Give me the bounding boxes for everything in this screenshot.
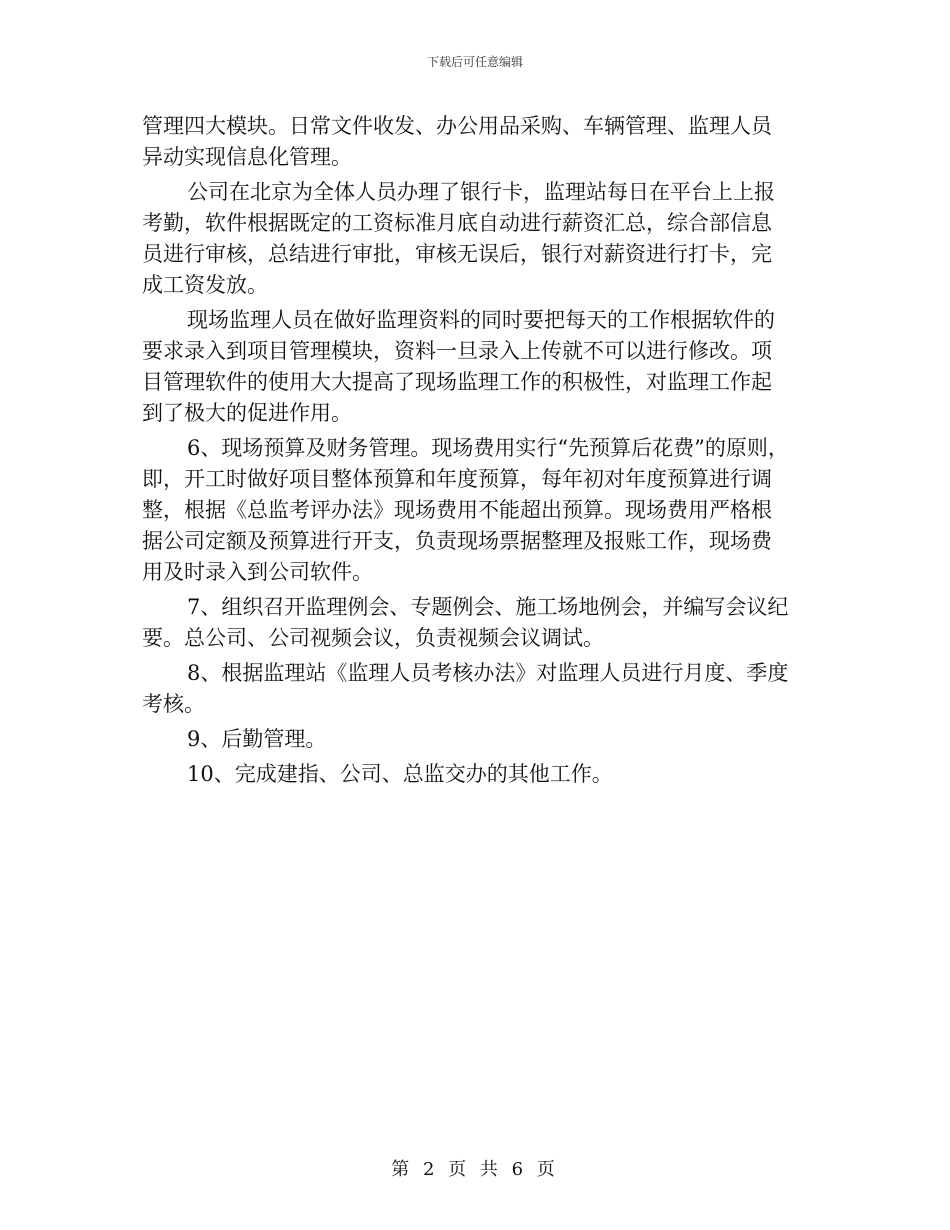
text-line: 用及时录入到公司软件。 <box>142 560 373 584</box>
document-body <box>142 111 822 790</box>
text-line: 考勤，软件根据既定的工资标准月底自动进行薪资汇总，综合部信息 <box>142 211 772 235</box>
text-line: 异动实现信息化管理。 <box>142 145 352 169</box>
paragraph-continuation <box>142 111 822 173</box>
page-number-footer: 第 2 页 共 6 页 <box>391 1159 559 1180</box>
text-line: 9、后勤管理。 <box>187 727 327 751</box>
paragraph-item-9 <box>142 724 822 755</box>
text-line: 要求录入到项目管理模块，资料一旦录入上传就不可以进行修改。项 <box>142 339 772 363</box>
text-line: 管理四大模块。日常文件收发、办公用品采购、车辆管理、监理人员 <box>142 114 772 138</box>
paragraph-item-6 <box>142 433 822 588</box>
text-line: 据公司定额及预算进行开支，负责现场票据整理及报账工作，现场费 <box>142 529 772 553</box>
text-line: 10、完成建指、公司、总监交办的其他工作。 <box>187 762 613 786</box>
text-line: 7、组织召开监理例会、专题例会、施工场地例会，并编写会议纪 <box>187 595 789 619</box>
page-header: 下载后可任意编辑 <box>426 55 523 69</box>
text-line: 成工资发放。 <box>142 273 268 297</box>
text-line: 目管理软件的使用大大提高了现场监理工作的积极性，对监理工作起 <box>142 370 772 394</box>
text-line: 公司在北京为全体人员办理了银行卡，监理站每日在平台上上报 <box>187 180 775 204</box>
text-line: 现场监理人员在做好监理资料的同时要把每天的工作根据软件的 <box>187 308 775 332</box>
text-line: 即，开工时做好项目整体预算和年度预算，每年初对年度预算进行调 <box>142 467 772 491</box>
text-line: 到了极大的促进作用。 <box>142 401 352 425</box>
text-line: 员进行审核，总结进行审批，审核无误后，银行对薪资进行打卡，完 <box>142 242 772 266</box>
text-line: 考核。 <box>142 692 205 716</box>
text-line: 要。总公司、公司视频会议，负责视频会议调试。 <box>142 626 604 650</box>
paragraph-item-8 <box>142 658 822 720</box>
text-line: 整，根据《总监考评办法》现场费用不能超出预算。现场费用严格根 <box>142 498 772 522</box>
paragraph-item-7 <box>142 592 822 654</box>
text-line: 8、根据监理站《监理人员考核办法》对监理人员进行月度、季度 <box>187 661 789 685</box>
paragraph-item-10 <box>142 759 822 790</box>
text-line: 6、现场预算及财务管理。现场费用实行“先预算后花费”的原则， <box>187 436 789 460</box>
paragraph-payroll <box>142 177 822 301</box>
paragraph-project-management <box>142 305 822 429</box>
